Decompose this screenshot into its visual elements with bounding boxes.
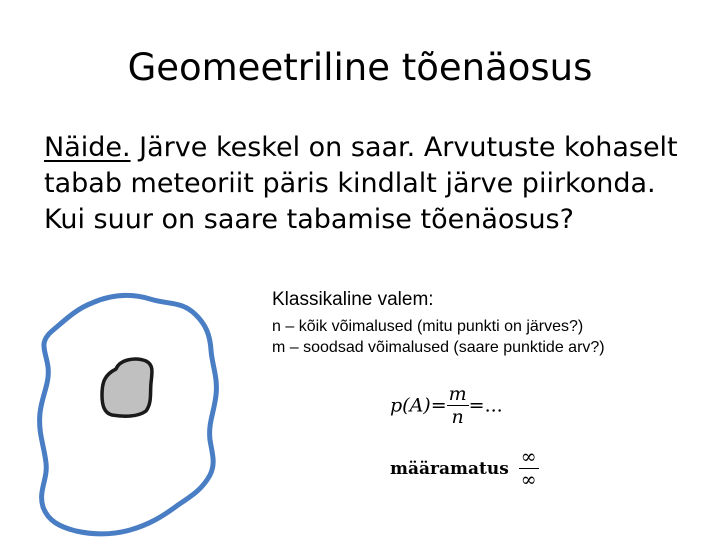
example-text: Järve keskel on saar. Arvutuste kohaselt tabab meteoriit päris kindlalt järve piirkonda. Kui suur on saare tabamise tõenäosus?: [44, 132, 678, 235]
slide-title: Geomeetriline tõenäosus: [127, 46, 593, 89]
classical-formula-block: [272, 288, 605, 358]
probability-equation: [390, 383, 503, 428]
equation-denominator: n: [451, 406, 464, 428]
lake-island-drawing: [30, 285, 245, 540]
infinity-numerator: ∞: [520, 446, 537, 468]
formula-heading: Klassikaline valem:: [272, 289, 434, 310]
island-shape: [102, 359, 152, 416]
infinity-fraction: [519, 446, 539, 491]
equation-lhs: p(A): [390, 394, 431, 417]
indeterminate-word: määramatus: [390, 458, 509, 479]
example-paragraph: [44, 130, 704, 238]
indeterminate-expression: [390, 446, 539, 491]
infinity-denominator: ∞: [520, 469, 537, 491]
equation-equals: =: [430, 394, 447, 417]
equation-rest: =...: [468, 394, 503, 417]
equation-fraction: [447, 383, 469, 428]
formula-line-n: n – kõik võimalused (mitu punkti on järves?): [272, 318, 584, 335]
formula-line-m: m – soodsad võimalused (saare punktide arv?): [272, 339, 605, 356]
example-label: Näide.: [44, 132, 131, 163]
equation-numerator: m: [448, 383, 467, 405]
